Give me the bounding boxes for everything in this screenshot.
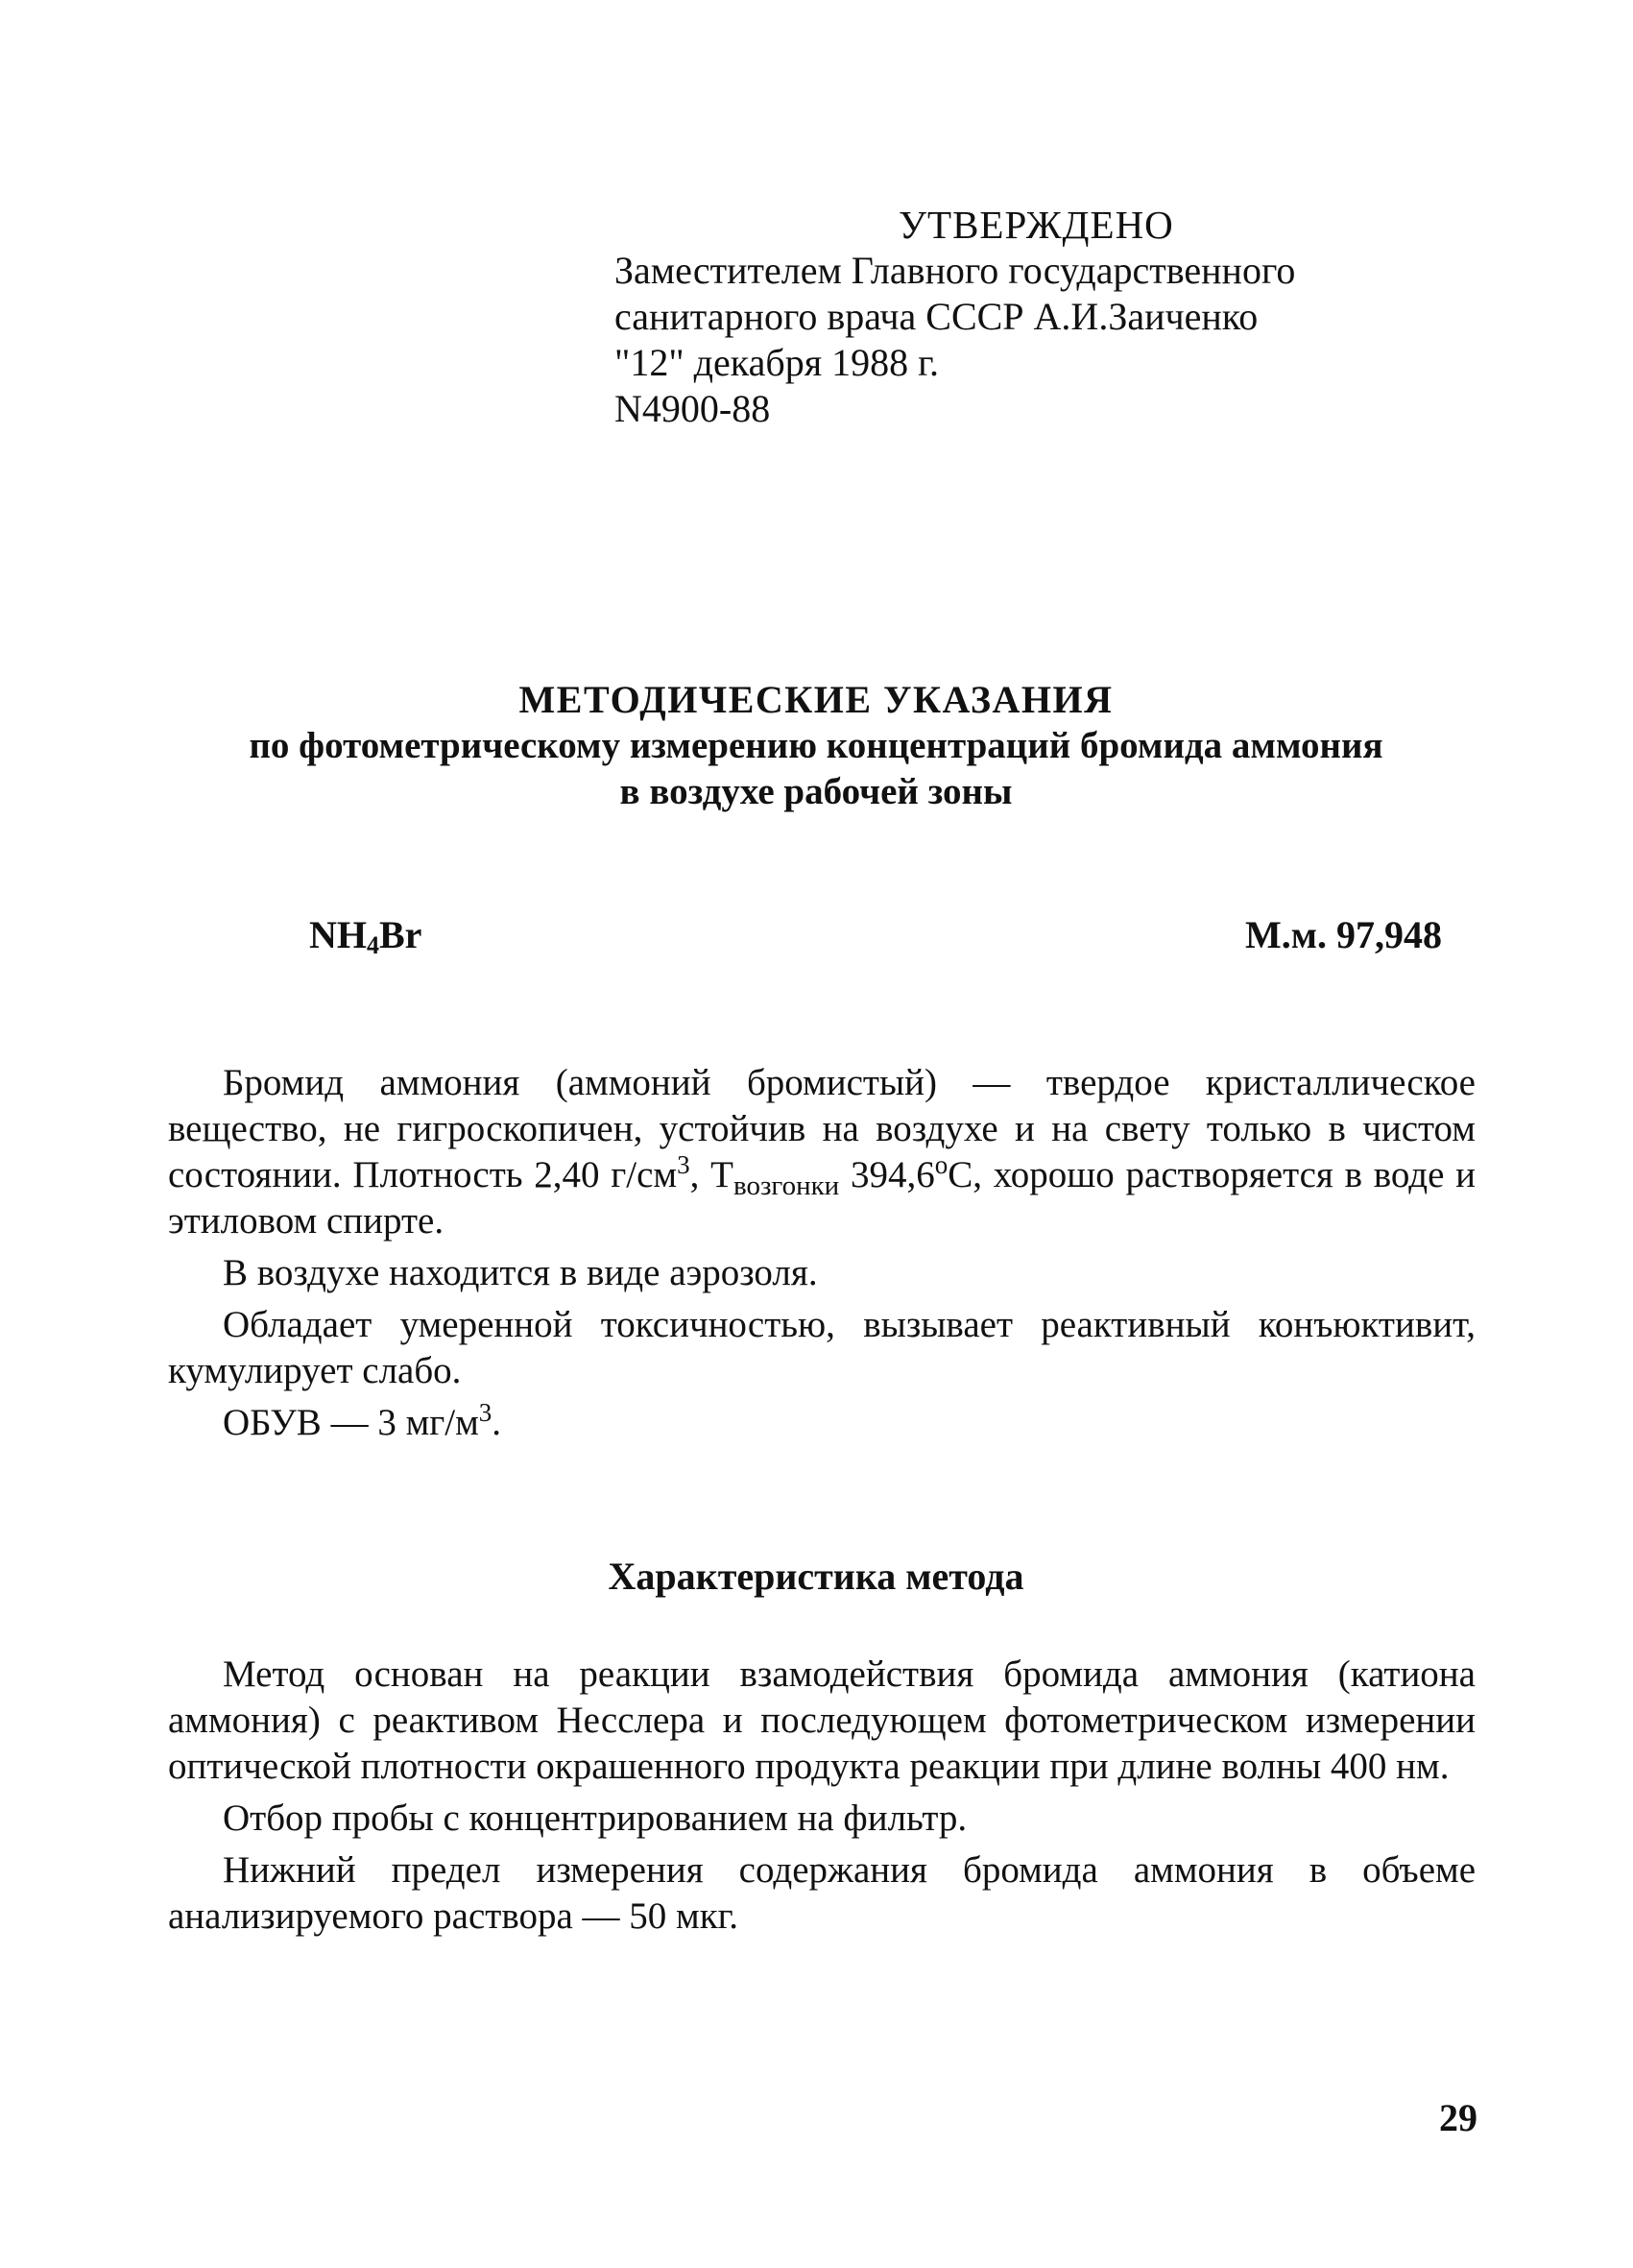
method-heading: Характеристика метода [608, 1555, 1024, 1598]
desc-text-d: С, хорошо растворяется в воде и этиловом спирте. [168, 1154, 1477, 1242]
obuv-text: ОБУВ — 3 мг/м [223, 1402, 479, 1443]
desc-degree: о [934, 1150, 949, 1179]
desc-text-c: 394,6 [839, 1154, 935, 1195]
approval-heading: УТВЕРЖДЕНО [899, 203, 1174, 247]
method-paragraph-3: Нижний предел измерения содержания бромида аммония в объеме анализируемого раствора — 50 мкг. [168, 1849, 1476, 1937]
desc-text-b: , Т [689, 1154, 733, 1195]
page-number: 29 [1439, 2096, 1477, 2139]
formula-subscript: 4 [367, 931, 379, 959]
desc-superscript: 3 [677, 1150, 690, 1179]
description-paragraph-1 [168, 1060, 1476, 1244]
description-section [168, 1060, 1476, 1452]
obuv-superscript: 3 [478, 1398, 492, 1427]
compound-row [309, 912, 1442, 960]
description-paragraph-2: В воздухе находится в виде аэрозоля. [223, 1252, 818, 1293]
approval-line-official: Заместителем Главного государственного [614, 249, 1296, 292]
method-section [168, 1652, 1476, 1945]
title-main: МЕТОДИЧЕСКИЕ УКАЗАНИЯ [518, 678, 1114, 721]
desc-subscript: возгонки [732, 1170, 840, 1201]
desc-text-a: Бромид аммония (аммоний бромистый) — твердое кристаллическое вещество, не гигроскопичен, устойчив на воздухе и на свету только в чистом состоянии. Плотность 2,40 г/см [168, 1062, 1476, 1195]
molar-mass: М.м. 97,948 [1245, 913, 1442, 956]
approval-line-name: санитарного врача СССР А.И.Заиченко [614, 295, 1259, 338]
approval-line-number: N4900-88 [614, 387, 771, 430]
approval-line-date: "12" декабря 1988 г. [614, 341, 939, 384]
formula-part-a: NH [309, 913, 367, 956]
description-paragraph-3: Обладает умеренной токсичностью, вызывает реактивный конъюктивит, кумулирует слабо. [168, 1304, 1476, 1391]
document-title [144, 677, 1488, 815]
title-subtitle-line-1: по фотометрическому измерению концентраций бромида аммония [249, 725, 1383, 766]
chemical-formula [309, 912, 421, 960]
description-paragraph-4 [168, 1400, 1476, 1446]
method-paragraph-2: Отбор пробы с концентрированием на фильтр. [223, 1798, 968, 1839]
formula-part-b: Br [379, 913, 422, 956]
title-subtitle-line-2: в воздухе рабочей зоны [619, 771, 1013, 812]
approval-stamp [614, 202, 1478, 432]
method-paragraph-1: Метод основан на реакции взамодействия бромида аммония (катиона аммония) с реактивом Несслера и последующем фотометрическом измерении оптической плотности окрашенного продукта реакции при длине волны 400 нм. [168, 1653, 1476, 1787]
obuv-period: . [492, 1402, 502, 1443]
